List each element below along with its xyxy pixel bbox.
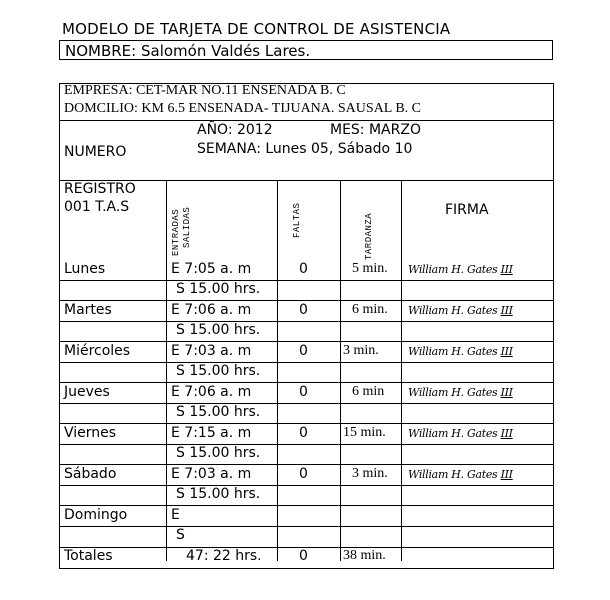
domicilio-text: DOMCILIO: KM 6.5 ENSENADA- TIJUANA. SAUSAL B. C [64,101,422,116]
entradas-header: ENTRADAS [171,208,181,256]
signature: William H. Gates III [408,468,513,481]
tardiness-value: 5 min. [352,261,388,276]
exit-time: S 15.00 hrs. [176,281,261,297]
row-divider [60,382,553,383]
tardiness-value: 6 min [352,384,385,399]
signature: William H. Gates III [408,263,513,276]
column-divider [340,180,341,561]
row-divider [60,362,553,363]
empresa-text: EMPRESA: CET-MAR NO.11 ENSENADA B. C [64,83,346,98]
column-divider [401,180,402,561]
totals-label: Totales [64,548,113,564]
entry-time: E 7:03 a. m [171,343,252,359]
day-label: Jueves [64,384,110,400]
signature-suffix: III [500,263,513,276]
exit-time: S 15.00 hrs. [176,363,261,379]
day-label: Miércoles [64,343,131,359]
name-value: NOMBRE: Salomón Valdés Lares. [65,42,311,60]
numero-label: NUMERO [64,144,127,160]
row-divider [60,485,553,486]
day-label: Lunes [64,261,106,277]
exit-time: S 15.00 hrs. [176,445,261,461]
row-divider [60,464,553,465]
exit-time: S [176,527,185,543]
column-divider [277,180,278,561]
column-divider [166,180,167,561]
signature-suffix: III [500,386,513,399]
firma-header: FIRMA [445,202,489,218]
tardanza-header: TARDANZA [364,212,374,260]
row-divider [60,280,553,281]
tardiness-value: 3 min. [352,466,388,481]
exit-time: S 15.00 hrs. [176,486,261,502]
month-text: MES: MARZO [330,122,421,138]
divider [60,120,553,121]
tardiness-value: 6 min. [352,302,388,317]
absences-value: 0 [299,425,308,441]
total-tardiness: 38 min. [343,548,386,563]
day-label: Martes [64,302,112,318]
faltas-header: FALTAS [292,202,302,238]
entry-time: E 7:15 a. m [171,425,252,441]
salidas-header: SALIDAS [182,206,192,248]
absences-value: 0 [299,466,308,482]
entry-time: E 7:06 a. m [171,302,252,318]
document-title: MODELO DE TARJETA DE CONTROL DE ASISTENCIA [62,20,451,38]
absences-value: 0 [299,384,308,400]
absences-value: 0 [299,261,308,277]
exit-time: S 15.00 hrs. [176,404,261,420]
signature: William H. Gates III [408,427,513,440]
row-divider [60,341,553,342]
row-divider [60,321,553,322]
exit-time: S 15.00 hrs. [176,322,261,338]
signature: William H. Gates III [408,345,513,358]
row-divider [60,300,553,301]
row-divider [60,526,553,527]
year-text: AÑO: 2012 [197,122,273,138]
day-label: Domingo [64,507,128,523]
entry-time: E 7:03 a. m [171,466,252,482]
week-text: SEMANA: Lunes 05, Sábado 10 [197,141,413,157]
tardiness-value: 3 min. [343,343,379,358]
absences-value: 0 [299,302,308,318]
total-hours: 47: 22 hrs. [186,548,262,564]
day-label: Sábado [64,466,117,482]
entry-time: E [171,507,180,523]
registro-header: REGISTRO [64,181,136,197]
row-divider [60,423,553,424]
signature-suffix: III [500,304,513,317]
signature: William H. Gates III [408,386,513,399]
signature-suffix: III [500,468,513,481]
tardiness-value: 15 min. [343,425,386,440]
row-divider [60,444,553,445]
entry-time: E 7:05 a. m [171,261,252,277]
name-field [59,40,553,60]
entry-time: E 7:06 a. m [171,384,252,400]
registro-number: 001 T.A.S [64,199,130,215]
attendance-card [59,83,554,569]
row-divider [60,403,553,404]
signature-suffix: III [500,345,513,358]
day-label: Viernes [64,425,117,441]
row-divider [60,505,553,506]
signature-suffix: III [500,427,513,440]
signature: William H. Gates III [408,304,513,317]
total-absences: 0 [299,548,308,564]
absences-value: 0 [299,343,308,359]
